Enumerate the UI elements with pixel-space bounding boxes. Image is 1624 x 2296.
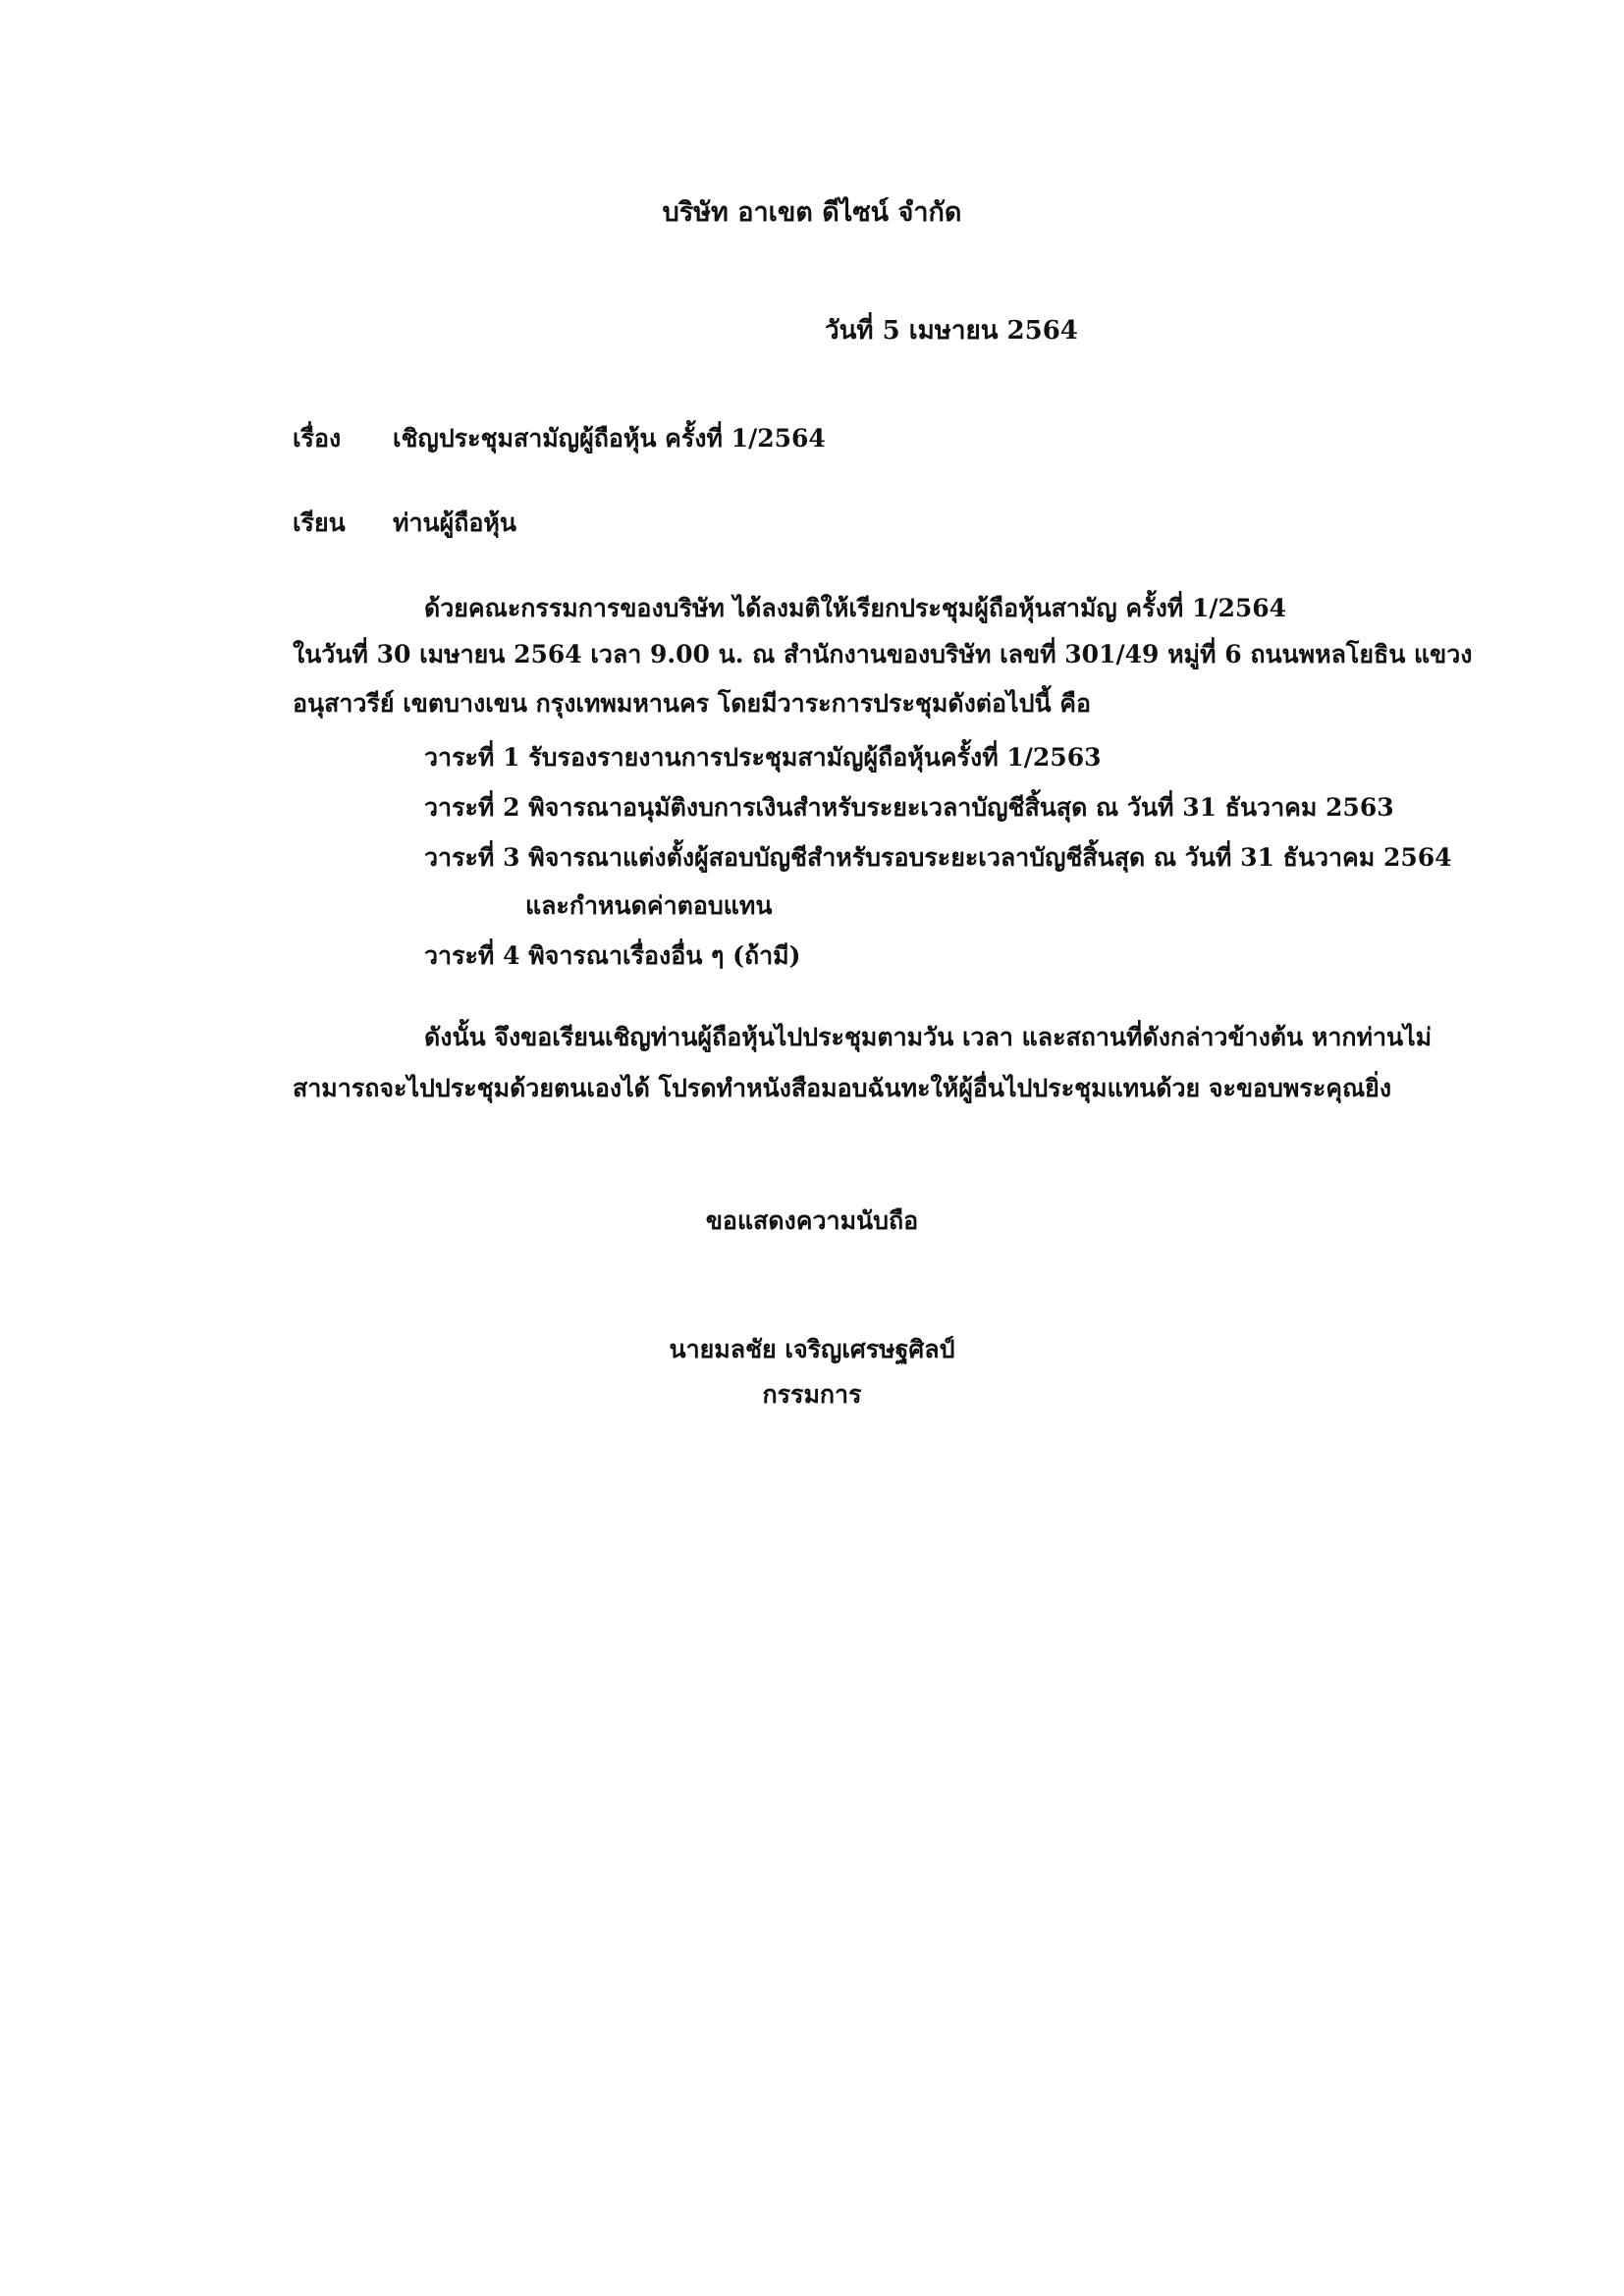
letter-date: วันที่ 5 เมษายน 2564 (825, 316, 1078, 346)
closing-salutation: ขอแสดงความนับถือ (705, 1206, 919, 1235)
paragraph-1-line-1: ด้วยคณะกรรมการของบริษัท ได้ลงมติให้เรียกประชุมผู้ถือหุ้นสามัญ ครั้งที่ 1/2564 (424, 594, 1287, 622)
signer-title: กรรมการ (762, 1380, 862, 1409)
paragraph-2-line-1: ดังนั้น จึงขอเรียนเชิญท่านผู้ถือหุ้นไปประชุมตามวัน เวลา และสถานที่ดังกล่าวข้างต้น หากท่านไม่ (424, 1023, 1433, 1051)
recipient-label: เรียน (293, 508, 346, 537)
subject-label: เรื่อง (293, 424, 342, 453)
subject-value: เชิญประชุมสามัญผู้ถือหุ้น ครั้งที่ 1/2564 (393, 424, 826, 453)
paragraph-2-line-2: สามารถจะไปประชุมด้วยตนเองได้ โปรดทำหนังสือมอบฉันทะให้ผู้อื่นไปประชุมแทนด้วย จะขอบพระคุณยิ่ง (293, 1074, 1392, 1102)
recipient-value: ท่านผู้ถือหุ้น (393, 508, 516, 537)
agenda-item-continuation: และกำหนดค่าตอบแทน (525, 891, 773, 920)
agenda-item: วาระที่ 1 รับรองรายงานการประชุมสามัญผู้ถือหุ้นครั้งที่ 1/2563 (424, 743, 1102, 772)
agenda-item: วาระที่ 2 พิจารณาอนุมัติงบการเงินสำหรับระยะเวลาบัญชีสิ้นสุด ณ วันที่ 31 ธันวาคม 2563 (424, 793, 1394, 822)
paragraph-1-line-2: ในวันที่ 30 เมษายน 2564 เวลา 9.00 น. ณ สำนักงานของบริษัท เลขที่ 301/49 หมู่ที่ 6 ถนนพหลโยธิน แขวง (293, 640, 1473, 668)
agenda-item: วาระที่ 4 พิจารณาเรื่องอื่น ๆ (ถ้ามี) (424, 941, 801, 970)
paragraph-1-line-3: อนุสาวรีย์ เขตบางเขน กรุงเทพมหานคร โดยมีวาระการประชุมดังต่อไปนี้ คือ (293, 689, 1092, 718)
company-name: บริษัท อาเขต ดีไซน์ จำกัด (662, 197, 962, 228)
agenda-item: วาระที่ 3 พิจารณาแต่งตั้งผู้สอบบัญชีสำหรับรอบระยะเวลาบัญชีสิ้นสุด ณ วันที่ 31 ธันวาคม 2564 (424, 843, 1452, 872)
signer-name: นายมลชัย เจริญเศรษฐศิลป์ (669, 1335, 955, 1363)
